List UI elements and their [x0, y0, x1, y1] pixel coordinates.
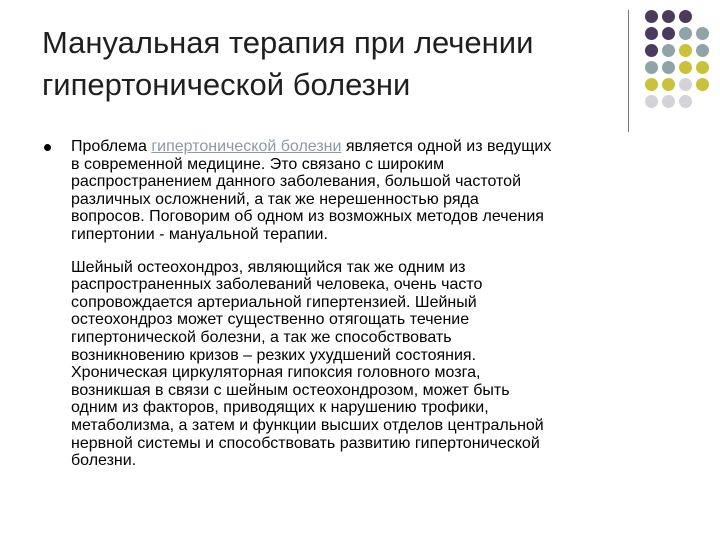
- dot: [645, 61, 658, 74]
- dot: [696, 27, 709, 40]
- title-line-1: Мануальная терапия при лечении: [42, 25, 534, 60]
- paragraph-line: Хроническая циркуляторная гипоксия головного мозга,: [71, 364, 481, 382]
- paragraph-line: возникновению кризов – резких ухудшений состояния.: [71, 346, 477, 364]
- paragraph-line: остеохондроз может существенно отягощать течение: [71, 311, 470, 329]
- dot: [662, 78, 675, 91]
- dot: [679, 78, 692, 91]
- paragraph-line: гипертонической болезни, а так же способствовать: [71, 328, 452, 346]
- text-segment: является одной из ведущих: [341, 138, 552, 155]
- dot: [662, 61, 675, 74]
- decorative-dot-grid: [640, 10, 712, 110]
- paragraph-line: сопровождается артериальной гипертензией. Шейный: [71, 293, 477, 311]
- title-line-2: гипертонической болезни: [42, 67, 411, 102]
- paragraph-line: в современной медицине. Это связано с широким: [71, 155, 445, 173]
- hypertension-link[interactable]: гипертонической болезни: [151, 138, 342, 155]
- paragraph-line: нервной системы и способствовать развитию гипертонической: [71, 434, 540, 452]
- dot: [662, 10, 675, 23]
- dot: [645, 27, 658, 40]
- paragraph-2: [71, 259, 682, 470]
- dot: [645, 44, 658, 57]
- paragraph-line: метаболизма, а затем и функции высших отделов центральной: [71, 416, 544, 434]
- dot: [662, 95, 675, 108]
- text-segment: Проблема: [71, 138, 152, 155]
- dot: [662, 27, 675, 40]
- paragraph-line: различных осложнений, а так же нерешенностью ряда: [71, 190, 479, 208]
- paragraph-1-line-1: [71, 138, 682, 156]
- bullet-item: [42, 138, 682, 470]
- vertical-divider: [628, 10, 629, 132]
- paragraph-line: гипертонии - мануальной терапии.: [71, 225, 328, 243]
- dot: [645, 78, 658, 91]
- dot: [696, 78, 709, 91]
- dot: [679, 10, 692, 23]
- paragraph-line: вопросов. Поговорим об одном из возможных методов лечения: [71, 208, 544, 226]
- paragraph-line: распространенных заболеваний человека, очень часто: [71, 276, 483, 294]
- dot: [645, 95, 658, 108]
- paragraph-1: [71, 138, 682, 244]
- dot: [645, 10, 658, 23]
- slide-body: [42, 138, 682, 470]
- paragraph-line: одним из факторов, приводящих к нарушению трофики,: [71, 399, 489, 417]
- dot: [662, 44, 675, 57]
- paragraph-line: распространением данного заболевания, большой частотой: [71, 173, 522, 191]
- bullet-dot-icon: [44, 144, 51, 151]
- dot: [679, 95, 692, 108]
- paragraph-line: возникшая в связи с шейным остеохондрозом, может быть: [71, 381, 510, 399]
- paragraph-line: болезни.: [71, 452, 137, 470]
- dot: [696, 61, 709, 74]
- slide-title: [42, 22, 612, 106]
- dot: [679, 44, 692, 57]
- dot: [679, 27, 692, 40]
- dot: [679, 61, 692, 74]
- dot: [696, 44, 709, 57]
- paragraph-line: Шейный остеохондроз, являющийся так же одним из: [71, 258, 466, 276]
